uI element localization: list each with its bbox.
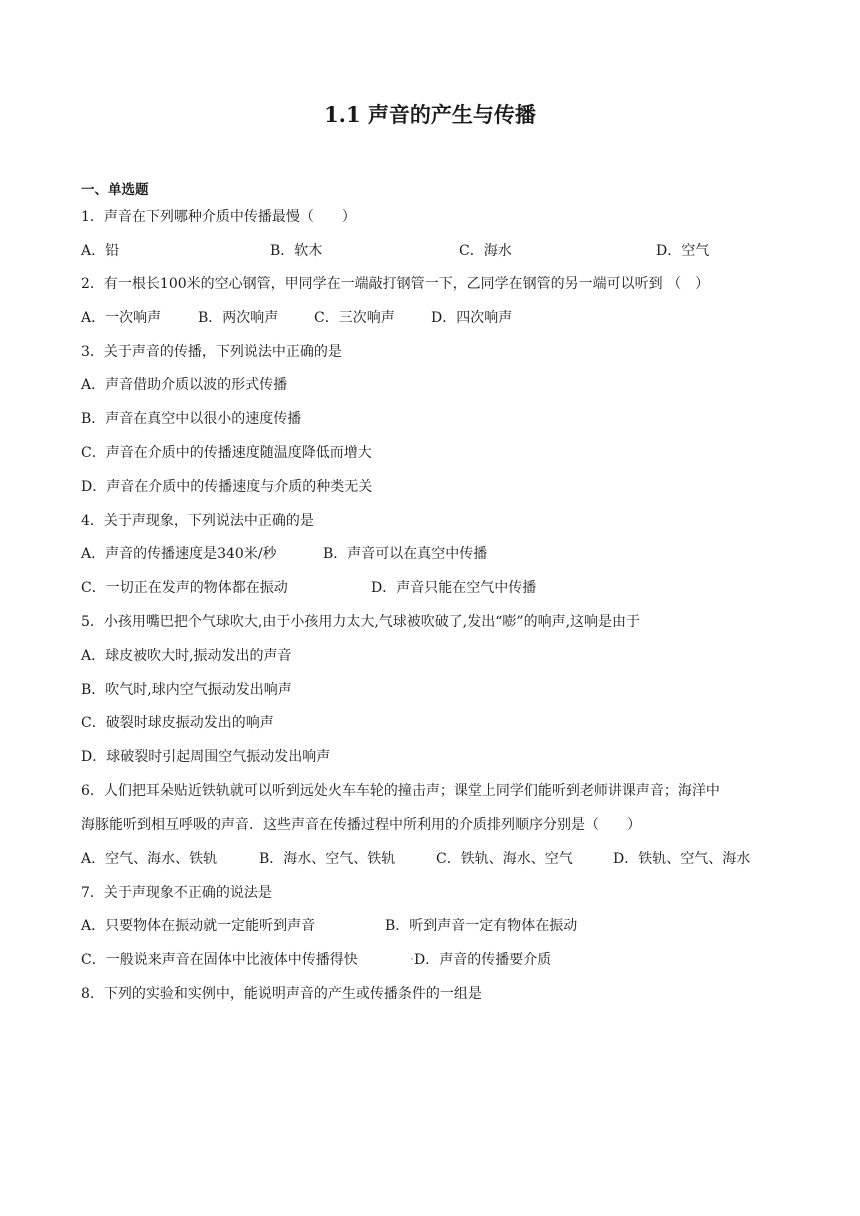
question-7-option-a: A．只要物体在振动就一定能听到声音 (81, 918, 316, 934)
question-7-stem: 7．关于声现象不正确的说法是 (81, 885, 272, 901)
question-4-option-d: D．声音只能在空气中传播 (371, 580, 537, 596)
question-6-option-b: B．海水、空气、铁轨 (259, 851, 396, 867)
question-4-stem: 4．关于声现象，下列说法中正确的是 (81, 513, 314, 529)
question-3-stem: 3．关于声音的传播，下列说法中正确的是 (81, 344, 342, 360)
question-2-option-a: A．一次响声 (81, 310, 162, 326)
question-1-option-c: C．海水 (459, 243, 512, 259)
question-6-stem-line-1: 6．人们把耳朵贴近铁轨就可以听到远处火车车轮的撞击声；课堂上同学们能听到老师讲课声音；海洋中 (81, 783, 720, 799)
question-6-option-a: A．空气、海水、铁轨 (81, 851, 218, 867)
question-6-option-d: D．铁轨、空气、海水 (613, 851, 751, 867)
question-4-option-c: C．一切正在发声的物体都在振动 (81, 580, 288, 596)
question-5-option-b: B．吹气时,球内空气振动发出响声 (81, 682, 292, 698)
question-4-option-a: A．声音的传播速度是340米/秒 (81, 546, 277, 562)
question-2-options (81, 308, 581, 328)
question-3-option-c: C．声音在介质中的传播速度随温度降低而增大 (81, 445, 372, 461)
question-7-option-c: C．一般说来声音在固体中比液体中传播得快 (81, 952, 358, 968)
question-3-option-a: A．声音借助介质以波的形式传播 (81, 377, 288, 393)
question-6-option-c: C．铁轨、海水、空气 (436, 851, 573, 867)
question-4-option-b: B．声音可以在真空中传播 (323, 546, 488, 562)
question-4-options-row-2 (81, 578, 601, 598)
question-3-option-b: B．声音在真空中以很小的速度传播 (81, 411, 302, 427)
question-5-option-d: D．球破裂时引起周围空气振动发出响声 (81, 749, 331, 765)
question-2-stem: 2．有一根长100米的空心钢管，甲同学在一端敲打钢管一下，乙同学在钢管的另一端可以听到 （ ） (81, 276, 710, 292)
question-7-option-b: B．听到声音一定有物体在振动 (385, 918, 578, 934)
question-3-option-d: D．声音在介质中的传播速度与介质的种类无关 (81, 479, 373, 495)
question-6-stem-line-2: 海豚能听到相互呼吸的声音．这些声音在传播过程中所利用的介质排列顺序分别是（ ） (81, 817, 641, 833)
question-1-option-d: D．空气 (656, 243, 710, 259)
question-2-option-c: C．三次响声 (314, 310, 395, 326)
question-1-option-b: B．软木 (270, 243, 323, 259)
question-7-options-row-1 (81, 916, 601, 936)
question-7-option-d: D．声音的传播要介质 (414, 952, 552, 968)
question-1-option-a: A．铅 (81, 243, 120, 259)
question-2-option-b: B．两次响声 (198, 310, 279, 326)
page-title: 1.1 声音的产生与传播 (324, 102, 536, 127)
question-2-option-d: D．四次响声 (431, 310, 513, 326)
question-8-stem: 8．下列的实验和实例中，能说明声音的产生或传播条件的一组是 (81, 986, 482, 1002)
section-heading: 一、单选题 (81, 182, 149, 198)
question-1-options (81, 241, 781, 261)
question-5-option-c: C．破裂时球皮振动发出的响声 (81, 715, 274, 731)
question-5-stem: 5．小孩用嘴巴把个气球吹大,由于小孩用力太大,气球被吹破了,发出“嘭”的响声,这响是由于 (81, 614, 641, 630)
question-6-options (81, 849, 771, 869)
question-1-stem: 1．声音在下列哪种介质中传播最慢（ ） (81, 209, 356, 225)
question-4-options-row-1 (81, 544, 581, 564)
question-5-option-a: A．球皮被吹大时,振动发出的声音 (81, 648, 292, 664)
question-7-options-row-2 (81, 950, 601, 970)
